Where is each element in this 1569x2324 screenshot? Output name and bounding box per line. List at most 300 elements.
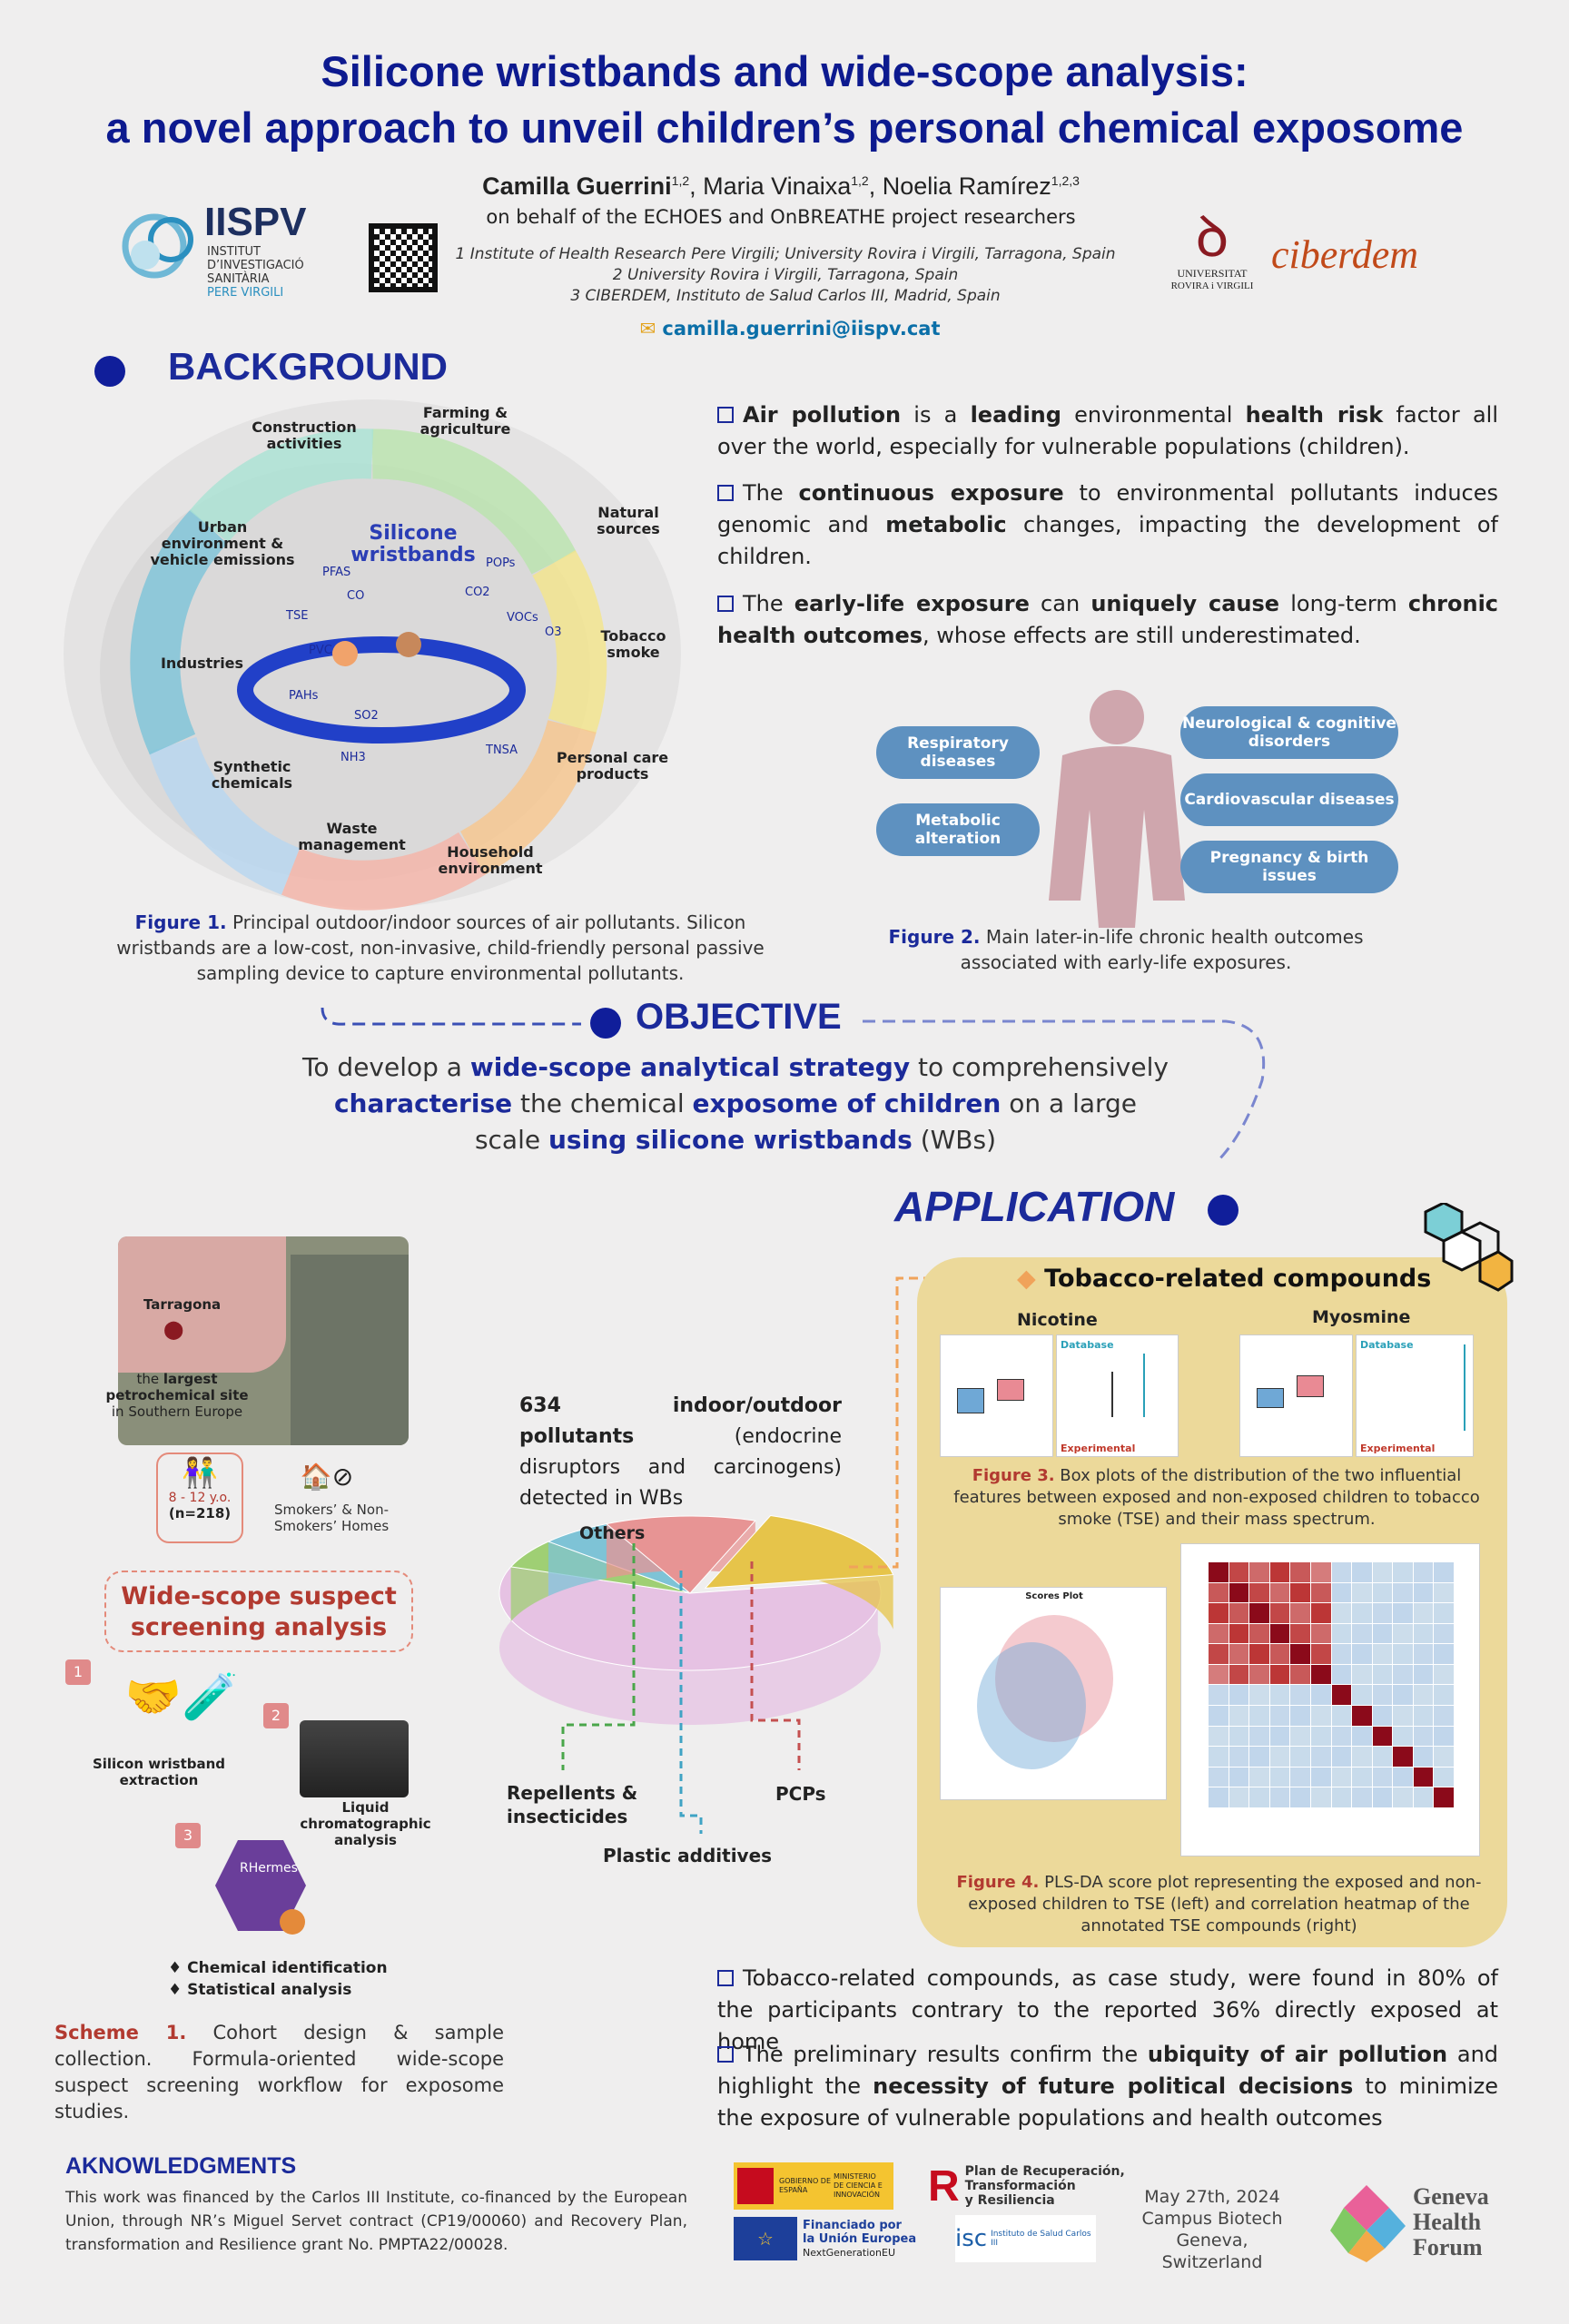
step-2-label: Liquid chromatographic analysis [300, 1799, 431, 1848]
objective-t5: the chemical [512, 1088, 693, 1118]
heatmap-cell [1249, 1706, 1269, 1726]
heatmap-cell [1249, 1665, 1269, 1685]
contact-email[interactable] [636, 318, 944, 340]
author-1-sup: 1,2 [671, 173, 690, 188]
nicotine-box-nonexposed [957, 1388, 984, 1413]
heatmap-cell [1373, 1603, 1393, 1623]
b3-part-3: uniquely cause [1090, 591, 1280, 616]
b1-part-2: leading [970, 402, 1061, 428]
nicotine-database-label: Database [1061, 1339, 1114, 1351]
myosmine-experimental-label: Experimental [1360, 1443, 1436, 1454]
source-urban: Urban environment & vehicle emissions [150, 518, 295, 568]
gobierno-text: GOBIERNO DE ESPAÑA [779, 2177, 831, 2194]
background-title: BACKGROUND [168, 345, 448, 388]
heatmap-cell [1311, 1685, 1331, 1705]
heatmap-cell [1414, 1706, 1434, 1726]
heatmap-cell [1249, 1624, 1269, 1644]
heatmap-cell [1249, 1685, 1269, 1705]
pie-label-pcps: PCPs [775, 1783, 826, 1805]
heatmap-cell [1373, 1727, 1393, 1747]
heatmap-cell [1290, 1562, 1310, 1582]
heatmap-cell [1352, 1583, 1372, 1603]
heatmap-cell [1393, 1603, 1413, 1623]
b1-part-1: is a [901, 402, 971, 428]
heatmap-cell [1270, 1562, 1290, 1582]
figure-3-text: Box plots of the distribution of the two influential features between exposed and non-exposed children to tobacco smoke (TSE) and their mass spectrum. [953, 1466, 1480, 1529]
heatmap-cell [1290, 1747, 1310, 1767]
heatmap-cell [1332, 1583, 1352, 1603]
heatmap-cell [1373, 1624, 1393, 1644]
author-1: Camilla Guerrini [482, 172, 672, 200]
heatmap-cell [1270, 1583, 1290, 1603]
heatmap-cell [1229, 1603, 1249, 1623]
heatmap-cell [1209, 1644, 1229, 1664]
heatmap-cell [1290, 1644, 1310, 1664]
heatmap-cell [1373, 1562, 1393, 1582]
objective-t3: to comprehensively [910, 1052, 1169, 1082]
event-info [1126, 2186, 1298, 2273]
heatmap-cell [1290, 1583, 1310, 1603]
poster-title [0, 44, 1569, 156]
heatmap-cell [1434, 1644, 1454, 1664]
map-caption-bold: largest petrochemical site [105, 1371, 249, 1403]
children-icon: 👫 [182, 1455, 218, 1490]
gobierno-logo [734, 2162, 893, 2210]
lc-instrument-icon [300, 1720, 409, 1797]
heatmap-cell [1414, 1562, 1434, 1582]
pollutant-pfas: PFAS [322, 566, 351, 579]
conclusion-2-part-2: and highlight the [717, 2042, 1499, 2099]
heatmap-cell [1209, 1787, 1229, 1807]
heatmap-cell [1311, 1562, 1331, 1582]
b3-part-6: , whose effects are still underestimated. [923, 623, 1361, 648]
prtr-text-3: y Resiliencia [964, 2193, 1055, 2208]
cohort-n: (n=218) [168, 1505, 232, 1521]
forum-text-3: Forum [1413, 2234, 1483, 2260]
forum-text-2: Health [1413, 2209, 1482, 2235]
heatmap-cell [1332, 1644, 1352, 1664]
homes-caption: Smokers’ & Non-Smokers’ Homes [273, 1502, 390, 1534]
heatmap-cell [1352, 1603, 1372, 1623]
figure-4-text: PLS-DA score plot representing the exposed and non-exposed children to TSE (left) and correlation heatmap of the annotated TSE compounds (right) [968, 1873, 1482, 1935]
heatmap-cell [1209, 1706, 1229, 1726]
author-2-sup: 1,2 [851, 173, 869, 188]
figure-2-text: Main later-in-life chronic health outcomes associated with early-life exposures. [960, 926, 1364, 973]
objective-t9: using silicone wristbands [548, 1125, 913, 1155]
heatmap-cell [1311, 1624, 1331, 1644]
outcome-pregnancy: Pregnancy & birth issues [1180, 841, 1398, 893]
plsda-score-plot [940, 1587, 1167, 1800]
source-waste: Waste management [298, 820, 406, 853]
author-3-sup: 1,2,3 [1051, 173, 1080, 188]
heatmap-cell [1270, 1706, 1290, 1726]
myosmine-box-nonexposed [1257, 1388, 1284, 1408]
step-3-badge: 3 [175, 1823, 201, 1848]
b3-part-1: early-life exposure [794, 591, 1030, 616]
source-natural: Natural sources [597, 504, 660, 537]
background-bullet-1 [717, 399, 1498, 463]
heatmap-cell [1311, 1787, 1331, 1807]
tobacco-marker-icon: ◆ [1017, 1265, 1045, 1293]
heatmap-cell [1290, 1685, 1310, 1705]
heatmap-cell [1434, 1583, 1454, 1603]
map-pin-icon: ⬤ [163, 1318, 184, 1340]
heatmap-cell [1414, 1787, 1434, 1807]
heatmap-cell [1414, 1665, 1434, 1685]
prtr-mark: R [928, 2162, 960, 2211]
heatmap-cell [1352, 1706, 1372, 1726]
heatmap-cell [1332, 1787, 1352, 1807]
heatmap-cell [1229, 1727, 1249, 1747]
heatmap-cell [1270, 1665, 1290, 1685]
step-1-badge: 1 [65, 1659, 91, 1685]
pollutant-co2: CO2 [465, 586, 490, 599]
heatmap-cell [1311, 1727, 1331, 1747]
objective-t7: on a large [1001, 1088, 1138, 1118]
ministerio-text: MINISTERIO DE CIENCIA E INNOVACIÓN [834, 2172, 883, 2199]
prtr-text-2: Transformación [964, 2179, 1076, 2193]
heatmap-cell [1352, 1747, 1372, 1767]
heatmap-cell [1249, 1727, 1269, 1747]
heatmap-cell [1270, 1685, 1290, 1705]
heatmap-cell [1209, 1665, 1229, 1685]
heatmap-cell [1414, 1727, 1434, 1747]
heatmap-cell [1209, 1624, 1229, 1644]
heatmap-cell [1434, 1747, 1454, 1767]
iispv-sub-2: D’INVESTIGACIÓ [207, 259, 304, 272]
outcome-cardiovascular: Cardiovascular diseases [1180, 773, 1398, 826]
outcome-neurological: Neurological & cognitive disorders [1180, 706, 1398, 759]
heatmap-cell [1249, 1644, 1269, 1664]
heatmap-cell [1393, 1727, 1413, 1747]
heatmap-cell [1332, 1603, 1352, 1623]
figure-1-caption [104, 910, 776, 986]
eu-text-3: NextGenerationEU [803, 2246, 895, 2259]
b1-part-3: environmental [1061, 402, 1246, 428]
heatmap-cell [1249, 1583, 1269, 1603]
conclusion-1-text: Tobacco-related compounds, as case study, were found in 80% of the participants contrary to the reported 36% directly exposed at home [717, 1965, 1498, 2054]
b2-part-2: to environmental pollutants induces genomic and [717, 480, 1499, 537]
heatmap-cell [1209, 1685, 1229, 1705]
b1-part-4: health risk [1245, 402, 1384, 428]
scheme-1-caption [54, 2020, 504, 2125]
b1-part-5: factor all over the world, especially for vulnerable populations (children). [717, 402, 1498, 459]
heatmap-cell [1229, 1768, 1249, 1787]
map-caption [104, 1371, 250, 1420]
b2-part-0: The [743, 480, 799, 506]
iispv-logo [118, 200, 363, 304]
heatmap-cell [1332, 1562, 1352, 1582]
urv-logo [1162, 209, 1262, 309]
forum-text-1: Geneva [1413, 2183, 1489, 2210]
pie-label-repellents: Repellents & insecticides [507, 1782, 638, 1827]
pollutant-pvc: PVC [309, 644, 332, 657]
b1-part-0: Air pollution [743, 402, 902, 428]
heatmap-cell [1209, 1603, 1229, 1623]
heatmap-cell [1393, 1624, 1413, 1644]
scores-plot-title: Scores Plot [1025, 1591, 1083, 1601]
pie-label-others: Others [579, 1523, 646, 1543]
iispv-sub-3: SANITÀRIA [207, 272, 270, 286]
pollutant-o3: O3 [545, 625, 562, 639]
myosmine-label: Myosmine [1312, 1307, 1411, 1327]
ack-text: This work was financed by the Carlos III Institute, co-financed by the European Union, through NR’s Miguel Servet contract (CP19/00060) and Recovery Plan, transformation and Resilience grant No. PMPTA22/00028. [65, 2189, 687, 2254]
step-3-statistical: ♦ Statistical analysis [168, 1981, 352, 1999]
heatmap-cell [1270, 1768, 1290, 1787]
heatmap-cell [1434, 1624, 1454, 1644]
heatmap-cell [1249, 1747, 1269, 1767]
correlation-heatmap [1180, 1543, 1480, 1856]
heatmap-cell [1434, 1727, 1454, 1747]
heatmap-cell [1311, 1665, 1331, 1685]
objective-t1: To develop a [302, 1052, 470, 1082]
heatmap-cell [1270, 1603, 1290, 1623]
urv-mark: ꝺ [1195, 207, 1229, 269]
myosmine-boxplot [1239, 1334, 1353, 1457]
heatmap-cell [1229, 1624, 1249, 1644]
cohort-box [156, 1452, 243, 1543]
isciii-text: Instituto de Salud Carlos III [991, 2230, 1091, 2248]
nicotine-box-exposed [997, 1379, 1024, 1401]
ack-title: AKNOWLEDGMENTS [65, 2153, 297, 2179]
source-farming: Farming & agriculture [419, 404, 511, 438]
pollutant-nh3: NH3 [340, 751, 366, 764]
heatmap-cell [1311, 1747, 1331, 1767]
myosmine-spectrum [1356, 1334, 1474, 1457]
map-caption-2: in Southern Europe [111, 1403, 243, 1420]
heatmap-cell [1270, 1727, 1290, 1747]
objective-title: OBJECTIVE [636, 997, 842, 1037]
urv-text-1: UNIVERSITAT [1177, 267, 1248, 280]
heatmap-cell [1352, 1768, 1372, 1787]
heatmap-cell [1229, 1706, 1249, 1726]
heatmap-cell [1352, 1727, 1372, 1747]
heatmap-cell [1249, 1787, 1269, 1807]
iispv-logo-mark [118, 205, 200, 287]
ciberdem-logo: ciberdem [1271, 232, 1419, 277]
heatmap-cell [1414, 1583, 1434, 1603]
b3-part-4: long-term [1279, 591, 1408, 616]
eu-text-2: la Unión Europea [803, 2231, 917, 2246]
heatmap-cell [1209, 1768, 1229, 1787]
heatmap-cell [1332, 1706, 1352, 1726]
objective-t10: (WBs) [912, 1125, 997, 1155]
urv-text-2: ROVIRA i VIRGILI [1170, 281, 1254, 291]
heatmap-cell [1393, 1685, 1413, 1705]
source-personal-care: Personal care products [556, 749, 669, 783]
application-title: APPLICATION [894, 1183, 1175, 1230]
heatmap-cell [1373, 1583, 1393, 1603]
heatmap-cell [1290, 1768, 1310, 1787]
conclusion-2-part-1: ubiquity of air pollution [1147, 2042, 1448, 2067]
heatmap-cell [1434, 1706, 1454, 1726]
heatmap-cell [1393, 1562, 1413, 1582]
step-1-label: Silicon wristband extraction [92, 1756, 226, 1788]
heatmap-cell [1434, 1665, 1454, 1685]
rhermes-text: RHermes [240, 1861, 298, 1876]
application-bullet-dot [1208, 1195, 1238, 1226]
heatmap-cell [1209, 1747, 1229, 1767]
affiliation-2: 2 University Rovira i Virgili, Tarragona, Spain [612, 266, 959, 284]
objective-t8: scale [474, 1125, 548, 1155]
heatmap-cell [1393, 1583, 1413, 1603]
objective-t2: wide-scope analytical strategy [469, 1052, 911, 1082]
heatmap-cell [1373, 1685, 1393, 1705]
heatmap-cell [1249, 1603, 1269, 1623]
title-line-1: Silicone wristbands and wide-scope analysis: [321, 47, 1248, 95]
heatmap-cell [1249, 1562, 1269, 1582]
source-household: Household environment [438, 843, 543, 877]
heatmap-cell [1393, 1665, 1413, 1685]
heatmap-cell [1414, 1747, 1434, 1767]
title-line-2: a novel approach to unveil children’s personal chemical exposome [105, 103, 1464, 152]
heatmap-cell [1332, 1685, 1352, 1705]
prtr-logo [928, 2161, 1146, 2211]
cohort-age: 8 - 12 y.o. [168, 1491, 232, 1505]
objective-t6: exposome of children [692, 1088, 1002, 1118]
screening-title: Wide-scope suspect screening analysis [104, 1571, 413, 1652]
molecule-icon [1398, 1203, 1516, 1312]
heatmap-cell [1414, 1644, 1434, 1664]
heatmap-cell [1229, 1583, 1249, 1603]
affiliation-3: 3 CIBERDEM, Instituto de Salud Carlos III, Madrid, Spain [570, 287, 1001, 305]
heatmap-cell [1414, 1603, 1434, 1623]
heatmap-cell [1373, 1644, 1393, 1664]
checkbox-icon [717, 1970, 734, 1986]
pollutant-tse: TSE [286, 609, 309, 623]
heatmap-cell [1229, 1685, 1249, 1705]
myosmine-database-label: Database [1360, 1339, 1414, 1351]
checkbox-icon [717, 2046, 734, 2063]
heatmap-cell [1229, 1665, 1249, 1685]
pollutant-tnsa: TNSA [486, 743, 518, 757]
heatmap-cell [1373, 1747, 1393, 1767]
source-construction: Construction activities [252, 419, 357, 452]
step-2-badge: 2 [263, 1703, 289, 1728]
event-place: Campus Biotech [1141, 2209, 1283, 2229]
heatmap-cell [1434, 1787, 1454, 1807]
pie-label-plastic: Plastic additives [603, 1845, 773, 1866]
tobacco-title-text: Tobacco-related compounds [1044, 1265, 1432, 1293]
isciii-logo [955, 2215, 1096, 2262]
heatmap-cell [1332, 1624, 1352, 1644]
mail-icon: ✉ [639, 318, 663, 340]
iispv-wordmark: IISPV [204, 200, 307, 244]
heatmap-cell [1290, 1603, 1310, 1623]
heatmap-cell [1393, 1768, 1413, 1787]
heatmap-cell [1352, 1562, 1372, 1582]
heatmap-cell [1393, 1787, 1413, 1807]
heatmap-cell [1229, 1644, 1249, 1664]
heatmap-cell [1332, 1768, 1352, 1787]
heatmap-cell [1393, 1644, 1413, 1664]
nicotine-boxplot [940, 1334, 1053, 1457]
heatmap-cell [1270, 1624, 1290, 1644]
nicotine-label: Nicotine [1017, 1310, 1098, 1330]
conclusion-2-part-0: The preliminary results confirm the [743, 2042, 1148, 2067]
b2-part-4: changes, impacting the development of children. [717, 512, 1499, 569]
author-2: Maria Vinaixa [703, 172, 852, 200]
heatmap-cell [1311, 1706, 1331, 1726]
event-date: May 27th, 2024 [1144, 2187, 1280, 2207]
figure-3-label: Figure 3. [972, 1466, 1055, 1485]
b3-part-2: can [1029, 591, 1091, 616]
heatmap-cell [1434, 1603, 1454, 1623]
heatmap-cell [1373, 1787, 1393, 1807]
heatmap-cell [1270, 1747, 1290, 1767]
heatmap-cell [1352, 1685, 1372, 1705]
affiliation-1: 1 Institute of Health Research Pere Virgili; University Rovira i Virgili, Tarragona, Spain [455, 245, 1116, 263]
heatmap-cell [1332, 1727, 1352, 1747]
heatmap-cell [1229, 1787, 1249, 1807]
figure-4-caption [949, 1872, 1489, 1937]
pollutant-vocs: VOCs [507, 611, 538, 625]
outcome-metabolic: Metabolic alteration [876, 803, 1040, 856]
heatmap-cell [1373, 1665, 1393, 1685]
isciii-mark: isc [955, 2225, 988, 2252]
heatmap-cell [1332, 1747, 1352, 1767]
geneva-health-forum-logo-mark [1326, 2181, 1407, 2262]
pollutants-count: 634 indoor/outdoor pollutants [519, 1394, 842, 1448]
heatmap-cell [1209, 1562, 1229, 1582]
scheme-1-label: Scheme 1. [54, 2022, 187, 2043]
heatmap-cell [1290, 1665, 1310, 1685]
heatmap-cell [1352, 1644, 1372, 1664]
heatmap-cell [1290, 1787, 1310, 1807]
conclusion-2 [717, 2039, 1498, 2134]
heatmap-cell [1270, 1644, 1290, 1664]
heatmap-cell [1311, 1768, 1331, 1787]
b2-part-1: continuous exposure [798, 480, 1064, 506]
pollutant-so2: SO2 [354, 709, 379, 723]
iispv-sub-4: PERE VIRGILI [207, 286, 284, 300]
heatmap-cell [1393, 1747, 1413, 1767]
checkbox-icon [717, 485, 734, 501]
heatmap-cell [1311, 1583, 1331, 1603]
objective-bullet-dot [590, 1008, 621, 1039]
source-synthetic: Synthetic chemicals [211, 758, 293, 792]
figure-3-caption [953, 1465, 1480, 1531]
home-no-smoking-icon: 🏠⊘ [300, 1462, 354, 1492]
scheme-1-text: Cohort design & sample collection. Formula-oriented wide-scope suspect screening workflow for exposome studies. [54, 2022, 504, 2122]
satellite-map [291, 1255, 409, 1445]
heatmap-cell [1229, 1747, 1249, 1767]
event-city: Geneva, Switzerland [1161, 2230, 1263, 2272]
nicotine-experimental-label: Experimental [1061, 1443, 1136, 1454]
step-3-chemical-id: ♦ Chemical identification [168, 1959, 388, 1977]
heatmap-cell [1434, 1685, 1454, 1705]
geneva-health-forum-wordmark [1413, 2184, 1489, 2260]
heatmap-cell [1393, 1706, 1413, 1726]
source-tobacco: Tobacco smoke [600, 627, 666, 661]
eu-text-1: Financiado por [803, 2218, 902, 2232]
rhermes-logo [192, 1836, 329, 1945]
map-caption-1: the [136, 1371, 163, 1387]
heatmap-cell [1290, 1624, 1310, 1644]
figure-2-caption [872, 924, 1380, 975]
iispv-subtitle [207, 245, 304, 300]
pollutant-pahs: PAHs [289, 689, 319, 703]
heatmap-cell [1311, 1644, 1331, 1664]
objective-text [281, 1049, 1189, 1158]
checkbox-icon [717, 596, 734, 612]
email-text: camilla.guerrini@iispv.cat [662, 318, 941, 340]
b3-part-0: The [743, 591, 794, 616]
heatmap-cell [1414, 1685, 1434, 1705]
eu-logo [734, 2215, 924, 2262]
b2-part-3: metabolic [885, 512, 1007, 537]
outcome-respiratory: Respiratory diseases [876, 726, 1040, 779]
